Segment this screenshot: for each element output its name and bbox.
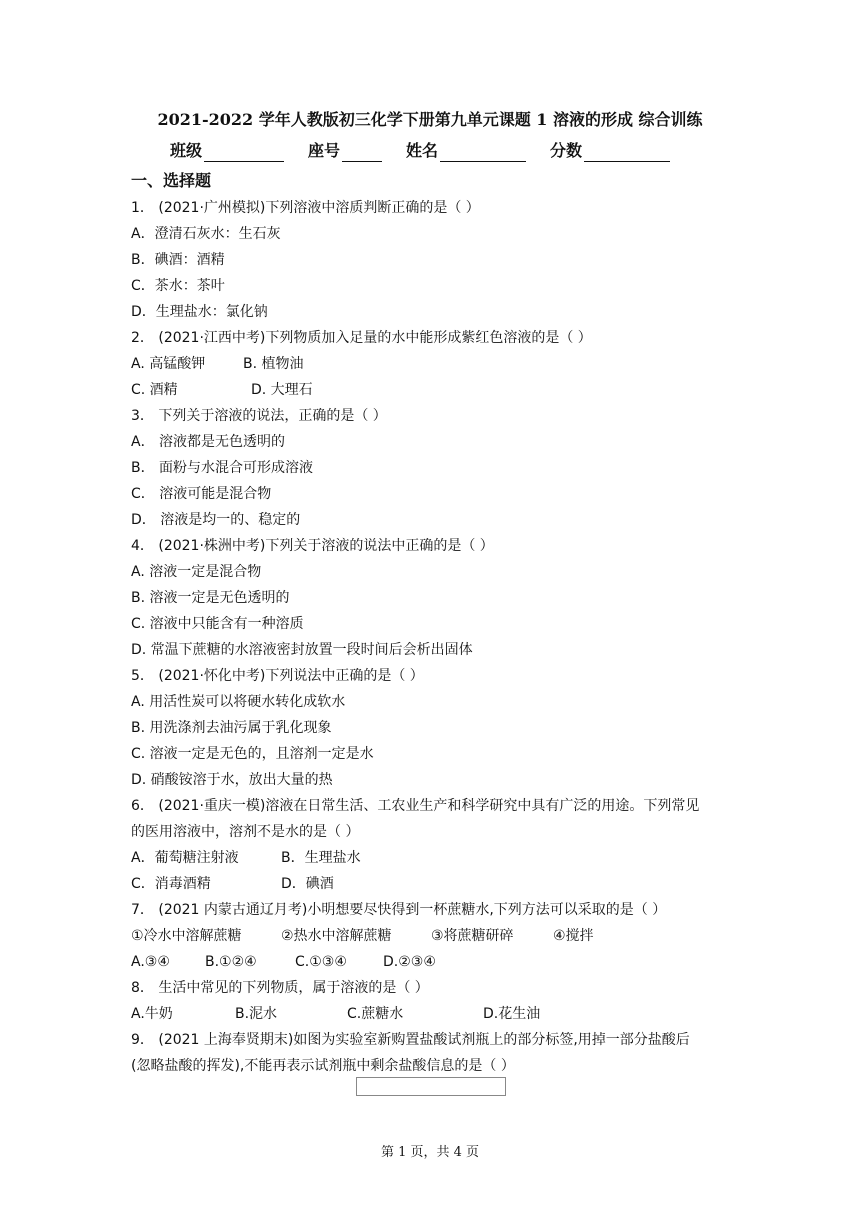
seat-field <box>308 140 382 162</box>
q6-options-row-1 <box>131 848 361 868</box>
student-info-row <box>170 140 694 162</box>
question-3: 3． 下列关于溶液的说法，正确的是（ ） <box>131 408 387 424</box>
q3-option-d: D． 溶液是均一的、稳定的 <box>131 512 301 528</box>
q5-option-d: D. 硝酸铵溶于水，放出大量的热 <box>131 772 333 788</box>
q8-option-b: B.泥水 <box>235 1006 278 1022</box>
q3-option-a: A． 溶液都是无色透明的 <box>131 434 286 450</box>
q5-option-a: A. 用活性炭可以将硬水转化成软水 <box>131 694 346 710</box>
q2-options-row-2 <box>131 380 313 400</box>
q7-item-2: ②热水中溶解蔗糖 <box>281 928 392 944</box>
document-title: 2021-2022 学年人教版初三化学下册第九单元课题 1 溶液的形成 综合训练 <box>157 110 703 129</box>
q8-option-c: C.蔗糖水 <box>347 1006 404 1022</box>
seat-label: 座号 <box>308 141 341 160</box>
section-heading: 一、选择题 <box>131 171 212 190</box>
q7-item-3: ③将蔗糖研碎 <box>431 928 514 944</box>
q7-items-row <box>131 926 594 946</box>
q6-option-d: D．碘酒 <box>281 876 334 892</box>
q1-option-a: A．澄清石灰水：生石灰 <box>131 226 281 242</box>
q4-option-d: D. 常温下蔗糖的水溶液密封放置一段时间后会析出固体 <box>131 642 473 658</box>
question-7: 7． (2021 内蒙古通辽月考)小明想要尽快得到一杯蔗糖水,下列方法可以采取的是（ ） <box>131 902 667 918</box>
question-6-line-2: 的医用溶液中，溶剂不是水的是（ ） <box>131 824 360 840</box>
q1-option-d: D．生理盐水：氯化钠 <box>131 304 268 320</box>
q6-option-b: B．生理盐水 <box>281 850 361 866</box>
q3-option-b: B． 面粉与水混合可形成溶液 <box>131 460 314 476</box>
q6-option-a: A．葡萄糖注射液 <box>131 850 239 866</box>
q6-options-row-2 <box>131 874 334 894</box>
q7-option-b: B.①②④ <box>205 954 257 970</box>
question-9-line-1: 9． (2021 上海奉贤期末)如图为实验室新购置盐酸试剂瓶上的部分标签,用掉一部分盐酸后 <box>131 1032 690 1048</box>
score-field <box>550 140 670 162</box>
q8-option-a: A.牛奶 <box>131 1006 173 1022</box>
q7-options-row <box>131 952 436 972</box>
q5-option-b: B. 用洗涤剂去油污属于乳化现象 <box>131 720 332 736</box>
question-6-line-1: 6． (2021·重庆一模)溶液在日常生活、工农业生产和科学研究中具有广泛的用途。下列常见 <box>131 798 700 814</box>
class-field <box>170 140 284 162</box>
question-1: 1． (2021·广州模拟)下列溶液中溶质判断正确的是（ ） <box>131 200 480 216</box>
score-label: 分数 <box>550 141 583 160</box>
q7-item-4: ④搅拌 <box>553 928 594 944</box>
class-label: 班级 <box>170 141 203 160</box>
q4-option-a: A. 溶液一定是混合物 <box>131 564 262 580</box>
q2-option-c: C. 酒精 <box>131 382 178 398</box>
q1-option-b: B．碘酒：酒精 <box>131 252 225 268</box>
q2-option-d: D. 大理石 <box>251 382 313 398</box>
q1-option-c: C．茶水：茶叶 <box>131 278 225 294</box>
score-blank[interactable] <box>584 143 670 162</box>
q2-options-row-1 <box>131 354 304 374</box>
q6-option-c: C．消毒酒精 <box>131 876 211 892</box>
seat-blank[interactable] <box>342 143 382 162</box>
q2-option-a: A. 高锰酸钾 <box>131 356 206 372</box>
q4-option-b: B. 溶液一定是无色透明的 <box>131 590 290 606</box>
name-label: 姓名 <box>406 141 439 160</box>
question-4: 4． (2021·株洲中考)下列关于溶液的说法中正确的是（ ） <box>131 538 494 554</box>
q5-option-c: C. 溶液一定是无色的，且溶剂一定是水 <box>131 746 374 762</box>
q2-option-b: B. 植物油 <box>243 356 304 372</box>
class-blank[interactable] <box>204 143 284 162</box>
question-2: 2． (2021·江西中考)下列物质加入足量的水中能形成紫红色溶液的是（ ） <box>131 330 592 346</box>
q7-item-1: ①冷水中溶解蔗糖 <box>131 928 242 944</box>
question-8: 8． 生活中常见的下列物质，属于溶液的是（ ） <box>131 980 429 996</box>
question-9-line-2: (忽略盐酸的挥发),不能再表示试剂瓶中剩余盐酸信息的是（ ） <box>131 1058 515 1074</box>
q7-option-a: A.③④ <box>131 954 170 970</box>
question-5: 5． (2021·怀化中考)下列说法中正确的是（ ） <box>131 668 424 684</box>
name-field <box>406 140 526 162</box>
reagent-label-figure-placeholder <box>356 1077 506 1096</box>
name-blank[interactable] <box>440 143 526 162</box>
q3-option-c: C． 溶液可能是混合物 <box>131 486 272 502</box>
q7-option-c: C.①③④ <box>295 954 347 970</box>
page-footer: 第 1 页，共 4 页 <box>380 1145 480 1160</box>
q8-options-row <box>131 1004 540 1024</box>
q7-option-d: D.②③④ <box>383 954 436 970</box>
q8-option-d: D.花生油 <box>483 1006 541 1022</box>
q4-option-c: C. 溶液中只能含有一种溶质 <box>131 616 304 632</box>
